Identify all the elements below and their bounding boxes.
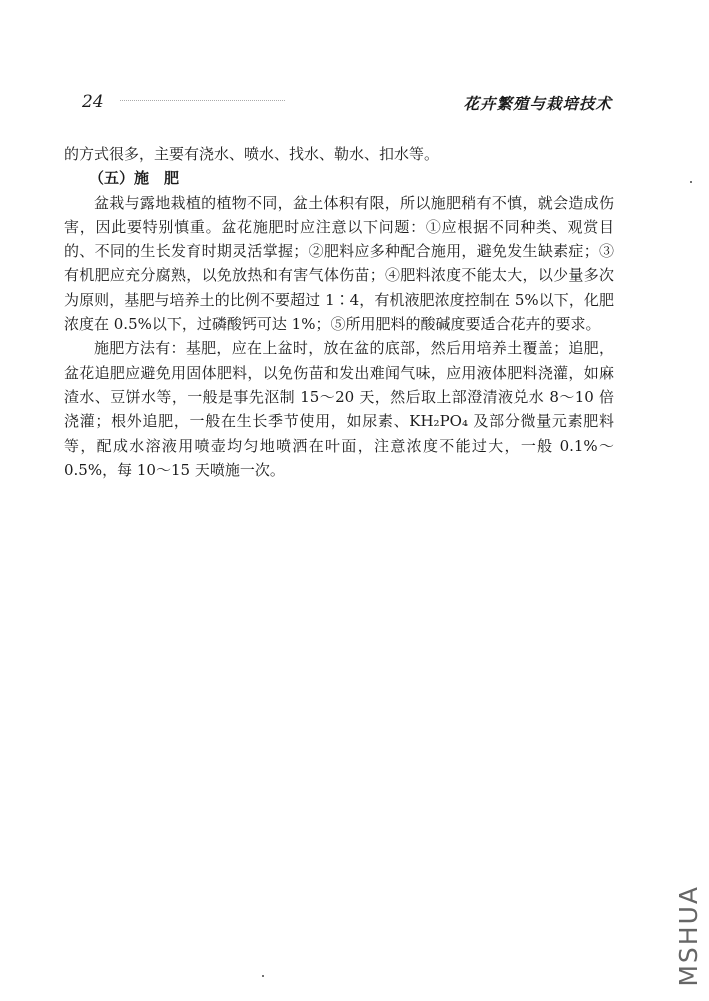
paragraph-fertilizer-notes: 盆栽与露地栽植的植物不同，盆土体积有限，所以施肥稍有不慎，就会造成伤害，因此要特别慎重。盆花施肥时应注意以下问题：①应根据不同种类、观赏目的、不同的生长发育时期灵活掌握；②肥料应多种配合施用，避免发生缺素症；③有机肥应充分腐熟，以免放热和有害气体伤苗；④肥料浓度不能太大，以少量多次为原则，基肥与培养土的比例不要超过 1∶4，有机液肥浓度控制在 5%以下，化肥浓度在 0.5%以下，过磷酸钙可达 1%；⑤所用肥料的酸碱度要适合花卉的要求。: [64, 193, 614, 334]
intro-line: 的方式很多，主要有浇水、喷水、找水、勒水、扣水等。: [64, 145, 440, 163]
page-header: [68, 92, 612, 116]
page-body: [64, 142, 614, 482]
header-rule: [120, 100, 285, 105]
scan-speck: [262, 975, 264, 977]
running-title: 花卉繁殖与栽培技术: [463, 95, 612, 113]
page-number: 24: [82, 92, 104, 112]
watermark: MSHUA: [674, 885, 703, 987]
section-heading: （五）施 肥: [89, 169, 180, 188]
scan-speck: [690, 181, 692, 183]
paragraph-fertilizer-methods: 施肥方法有：基肥，应在上盆时，放在盆的底部，然后用培养土覆盖；追肥，盆花追肥应避免用固体肥料，以免伤苗和发出难闻气味，应用液体肥料浇灌，如麻渣水、豆饼水等，一般是事先沤制 15～20 天，然后取上部澄清液兑水 8～10 倍浇灌；根外追肥，一般在生长季节使用，如尿素、KH₂PO₄ 及部分微量元素肥料等，配成水溶液用喷壶均匀地喷洒在叶面，注意浓度不能过大，一般 0.1%～0.5%，每 10～15 天喷施一次。: [64, 339, 614, 479]
